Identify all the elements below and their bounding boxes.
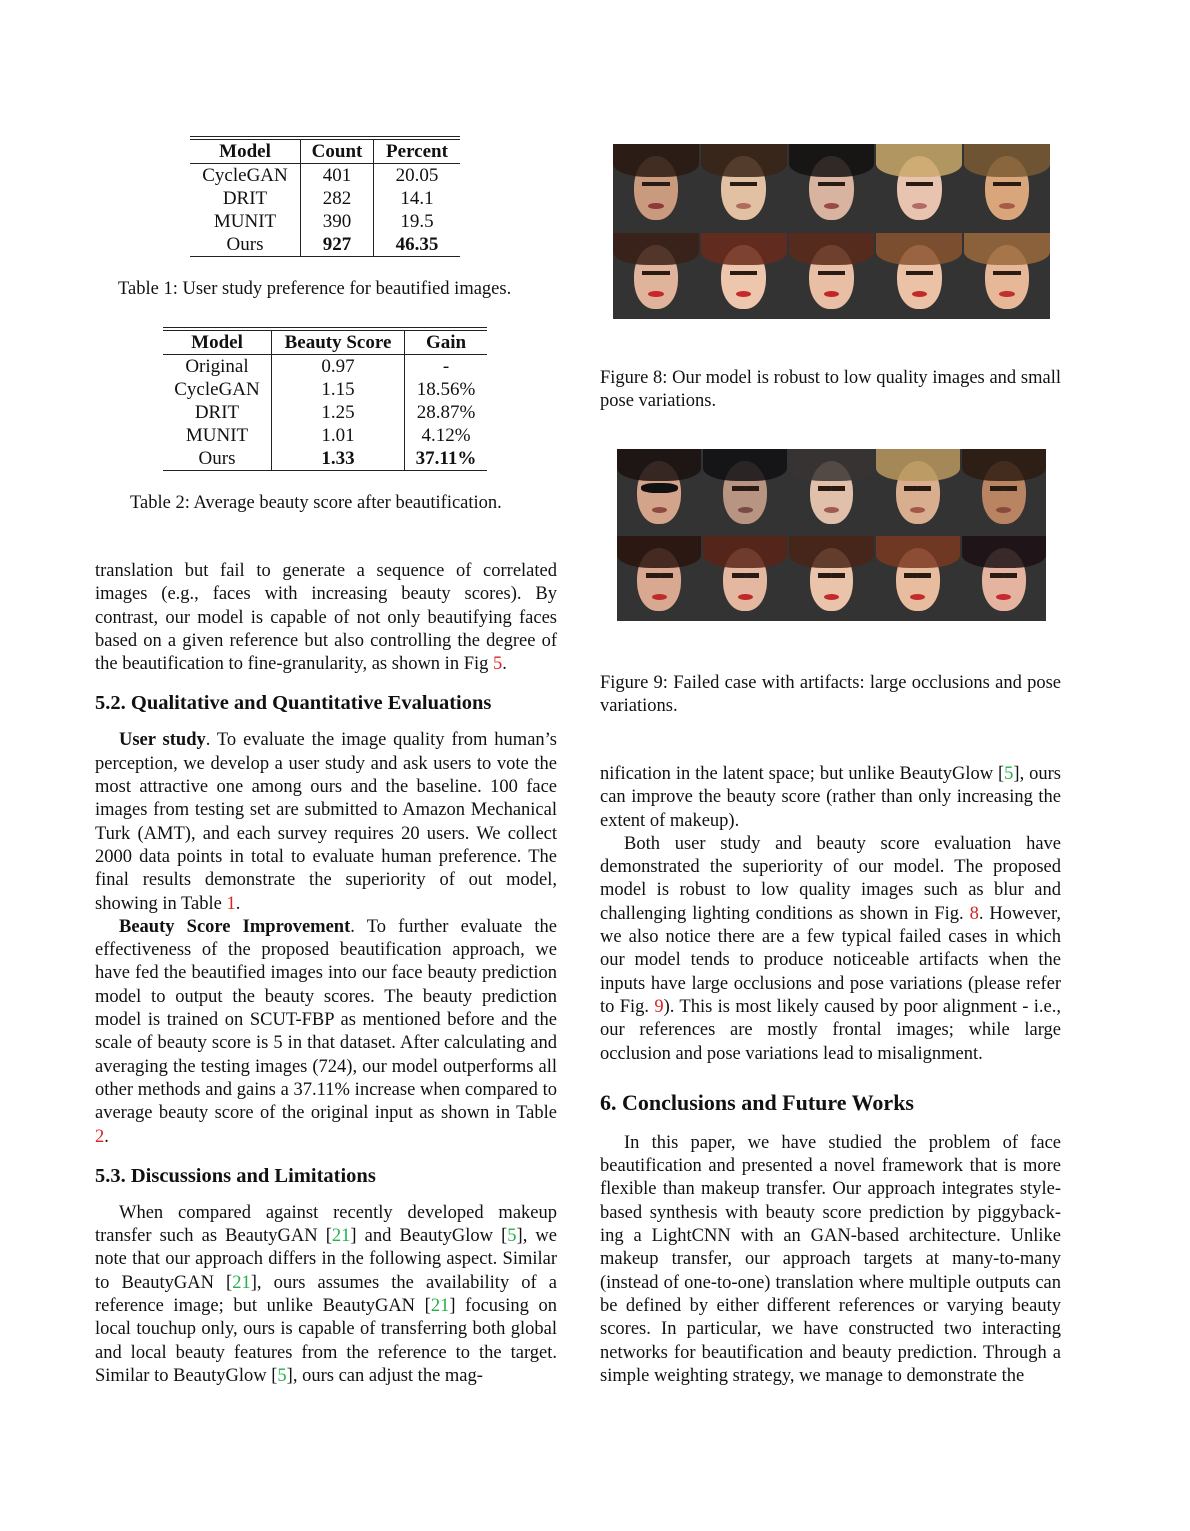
run-in-heading: User study <box>119 730 206 751</box>
table-cell: 1.15 <box>272 378 405 401</box>
table-cell: 20.05 <box>395 165 439 186</box>
citation-link[interactable]: 5 <box>277 1365 287 1386</box>
table-cell: MUNIT <box>163 424 272 447</box>
face-thumbnail <box>613 144 699 231</box>
paragraph-text: ). This is most likely caused by poor alignment - i.e., our references are mostly frontal images; while large occlusion and pose variations lead to misalignment. <box>600 996 1061 1064</box>
figure-ref-link[interactable]: 9 <box>654 996 664 1017</box>
figure-8-caption: Figure 8: Our model is robust to low quality images and small pose variations. <box>600 368 1061 411</box>
right-column <box>600 763 1061 1388</box>
table-cell: MUNIT <box>190 210 301 233</box>
paragraph-text: nification in the latent space; but unlike BeautyGlow [ <box>600 764 1005 784</box>
table-cell: 37.11% <box>405 447 488 471</box>
table-row <box>190 210 460 233</box>
table-header: Gain <box>405 329 488 355</box>
table-cell: 401 <box>301 164 374 188</box>
table-cell: 1.01 <box>272 424 405 447</box>
paragraph-text: . <box>104 1126 109 1147</box>
paragraph-text: ], we note that our approach differs in the following aspect. Similar to BeautyGAN [ <box>95 1226 557 1293</box>
table-cell: 1.25 <box>272 401 405 424</box>
face-thumbnail <box>701 233 787 320</box>
table-cell: 14.1 <box>400 188 434 209</box>
face-thumbnail <box>962 449 1046 534</box>
citation-link[interactable]: 21 <box>430 1296 450 1317</box>
table-row <box>190 164 460 188</box>
table-1-caption: Table 1: User study preference for beautified images. <box>118 279 512 299</box>
face-thumbnail <box>789 536 873 621</box>
face-thumbnail <box>789 449 873 534</box>
face-thumbnail <box>876 233 962 320</box>
face-thumbnail <box>617 536 701 621</box>
paragraph-text: translation but fail to generate a sequence of correlated images (e.g., faces with increasing beauty scores). By contrast, our model is capable of not only beautifying faces based on a given reference but also controlling the degree of the beautification to fine-granularity, as shown in Fig <box>95 561 557 675</box>
table-2-caption: Table 2: Average beauty score after beautification. <box>130 493 502 513</box>
table-cell: 0.97 <box>272 355 405 379</box>
table-2-wrap <box>163 327 487 471</box>
table-cell: 282 <box>301 187 374 210</box>
paragraph <box>95 729 557 915</box>
section-heading: 5.3. Discussions and Limitations <box>95 1164 376 1187</box>
table-header: Beauty Score <box>272 329 405 355</box>
paragraph-text: . <box>502 654 507 675</box>
paragraph-text: Both user study and beauty score evaluation have demonstrated the superiority of our model. The proposed model is robust to low quality images such as blur and challenging lighting conditions as shown in Fig. <box>600 833 1061 924</box>
face-thumbnail <box>789 144 875 231</box>
table-row <box>163 378 487 401</box>
section-heading: 6. Conclusions and Future Works <box>600 1089 914 1115</box>
table-header: Percent <box>374 138 461 164</box>
face-thumbnail <box>703 449 787 534</box>
paragraph-text: . <box>235 893 241 914</box>
table-header: Count <box>301 138 374 164</box>
table-row <box>163 424 487 447</box>
table-cell: DRIT <box>163 401 272 424</box>
table-ref-link[interactable]: 1 <box>226 893 236 914</box>
paragraph-text: ], ours can adjust the mag- <box>286 1365 483 1386</box>
citation-link[interactable]: 5 <box>1004 764 1014 784</box>
table-cell: 28.87% <box>416 402 476 423</box>
table-cell: - <box>442 356 450 377</box>
paragraph-text: ], ours can improve the beauty score (rather than only increasing the extent of makeup). <box>600 764 1061 831</box>
face-thumbnail <box>789 233 875 320</box>
face-thumbnail <box>962 536 1046 621</box>
table-1 <box>190 136 460 257</box>
paragraph <box>600 833 1061 1066</box>
table-ref-link[interactable]: 2 <box>95 1126 105 1147</box>
face-thumbnail <box>964 233 1050 320</box>
table-cell: Ours <box>190 233 301 257</box>
table-cell: 4.12% <box>421 425 471 446</box>
paragraph: In this paper, we have studied the problem of face beautification and presented a novel framework that is more flexible than makeup transfer. Our approach integrates style-based synthesis with beauty score prediction by piggyback-ing a LightCNN with an GAN-based architecture. Unlike makeup transfer, our approach targets at many-to-many (instead of one-to-one) translation where multiple outputs can be defined by either different references or varying beauty scores. In particular, we have constructed two interacting networks for beautification and beauty prediction. Through a simple weighting strategy, we manage to demonstrate the <box>600 1132 1061 1386</box>
paragraph-text: . To evaluate the image quality from human’s perception, we develop a user study and ask users to vote the most attractive one among ours and the baseline. 100 face images from testing set are submitted to Amazon Mechanical Turk (AMT), and each survey requires 20 users. We collect 2000 data points in total to evaluate human preference. The final results demonstrate the superiority of out model, showing in Table <box>95 730 557 914</box>
face-thumbnail <box>701 144 787 231</box>
paragraph-text: When compared against recently developed makeup transfer such as BeautyGAN [ <box>95 1202 557 1247</box>
table-cell: 19.5 <box>400 211 434 232</box>
table-row <box>190 233 460 257</box>
figure-9-caption: Figure 9: Failed case with artifacts: large occlusions and pose variations. <box>600 673 1061 716</box>
face-thumbnail <box>703 536 787 621</box>
paragraph <box>95 560 557 676</box>
table-cell: CycleGAN <box>190 164 301 188</box>
figure-ref-link[interactable]: 5 <box>493 654 503 675</box>
section-heading: 5.2. Qualitative and Quantitative Evaluations <box>95 692 492 715</box>
paragraph <box>600 763 1061 833</box>
citation-link[interactable]: 5 <box>507 1226 517 1247</box>
paragraph <box>95 916 557 1149</box>
table-cell: Original <box>163 355 272 379</box>
paragraph-text: ] focusing on local touchup only, ours is capable of transferring both global and local beauty features from the reference to the target. Similar to BeautyGlow [ <box>95 1296 558 1386</box>
face-thumbnail <box>617 449 701 534</box>
paragraph <box>95 1202 557 1388</box>
table-cell: Ours <box>163 447 272 471</box>
table-cell: 46.35 <box>374 233 461 257</box>
table-1-wrap <box>190 136 460 257</box>
table-cell: 927 <box>301 233 374 257</box>
figure-8-image-grid <box>613 144 1050 319</box>
figure-9-image-grid <box>617 449 1046 621</box>
citation-link[interactable]: 21 <box>331 1226 351 1247</box>
table-header: Model <box>163 329 272 355</box>
table-cell: 1.33 <box>272 447 405 471</box>
figure-ref-link[interactable]: 8 <box>969 903 979 924</box>
table-2 <box>163 327 487 471</box>
table-row <box>163 447 487 471</box>
face-thumbnail <box>876 449 960 534</box>
table-row <box>190 187 460 210</box>
table-row <box>163 401 487 424</box>
face-thumbnail <box>876 536 960 621</box>
paragraph-text: . To further evaluate the effectiveness of the proposed beautification approach, we have fed the beautified images into our face beauty prediction model to output the beauty scores. The beauty prediction model is trained on SCUT-FBP as mentioned before and the scale of beauty score is 5 in that dataset. After calculating and averaging the testing images (724), our model outperforms all other methods and gains a 37.11% increase when compared to average beauty score of the original input as shown in Table <box>95 916 557 1124</box>
paragraph-text: ] and BeautyGlow [ <box>350 1226 508 1247</box>
face-thumbnail <box>613 233 699 320</box>
left-column <box>95 560 557 1388</box>
table-cell: CycleGAN <box>163 378 272 401</box>
table-row <box>163 355 487 379</box>
run-in-heading: Beauty Score Improvement <box>119 916 351 937</box>
table-cell: DRIT <box>190 187 301 210</box>
face-thumbnail <box>964 144 1050 231</box>
face-thumbnail <box>876 144 962 231</box>
table-header: Model <box>190 138 301 164</box>
citation-link[interactable]: 21 <box>232 1272 251 1293</box>
table-cell: 18.56% <box>416 379 476 400</box>
paragraph-text: ], ours assumes the availability of a reference image; but unlike BeautyGAN [ <box>95 1272 557 1317</box>
paragraph-text: . However, we also notice there are a few typical failed cases in which our model tends to produce noticeable artifacts when the inputs have large occlusions and pose variations (please refer to Fig. <box>600 903 1062 1017</box>
table-cell: 390 <box>301 210 374 233</box>
